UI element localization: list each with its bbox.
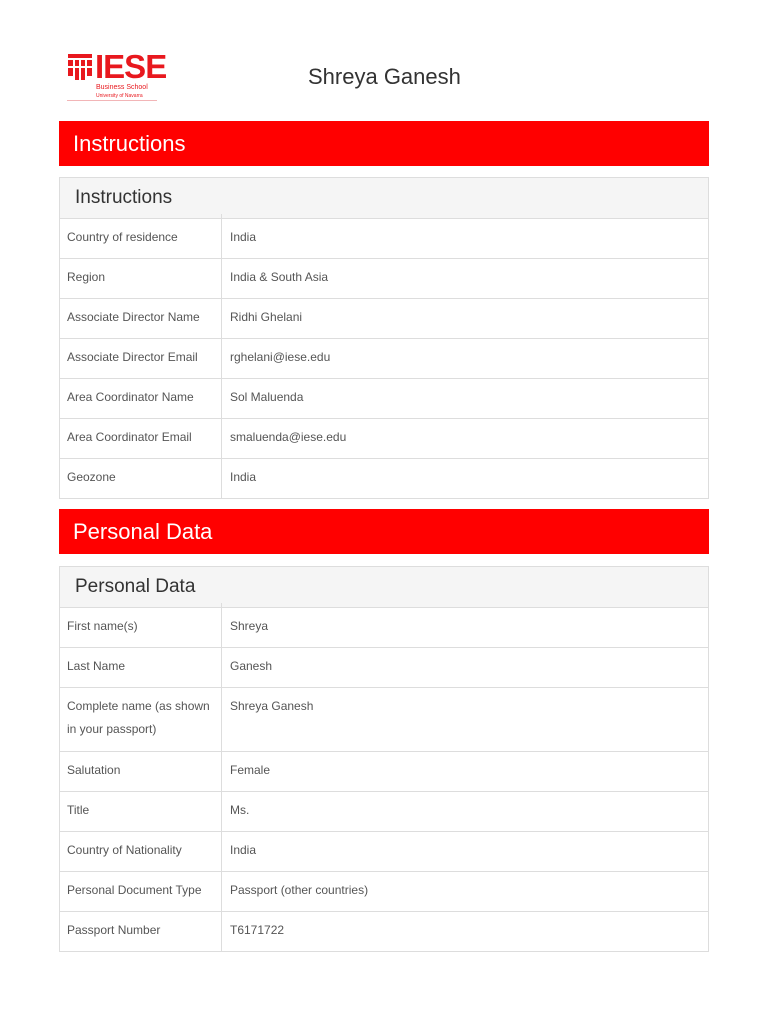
panel-instructions (59, 177, 709, 499)
logo-university: University of Navarra (96, 93, 143, 99)
logo-subtitle: Business School (96, 84, 148, 91)
panel-personal-data (59, 566, 709, 952)
field-value: Ms. (230, 803, 250, 817)
section-bar-personal-data: Personal Data (59, 509, 709, 554)
table-row (60, 752, 708, 792)
field-value: Passport (other countries) (230, 883, 369, 897)
table-row (60, 912, 708, 951)
panel-title: Personal Data (60, 567, 708, 608)
table-row (60, 608, 708, 648)
field-label: Salutation (60, 747, 222, 791)
applicant-name: Shreya Ganesh (308, 64, 461, 89)
field-label: Geozone (60, 454, 222, 498)
table-row (60, 419, 708, 459)
panel-title: Instructions (60, 178, 708, 219)
field-value: Sol Maluenda (230, 390, 304, 404)
field-value: Shreya Ganesh (230, 699, 314, 713)
field-value: India (230, 470, 257, 484)
iese-crest-icon (67, 52, 93, 84)
field-value: Ganesh (230, 659, 273, 673)
page-header (0, 0, 768, 115)
field-label: Area Coordinator Email (60, 414, 222, 458)
field-value: India (230, 230, 257, 244)
field-value: Ridhi Ghelani (230, 310, 303, 324)
table-row (60, 648, 708, 688)
field-label: First name(s) (60, 603, 222, 647)
field-value: Female (230, 763, 271, 777)
field-label: Personal Document Type (60, 867, 222, 911)
iese-logo (67, 48, 167, 104)
field-label: Title (60, 787, 222, 831)
field-label: Country of residence (60, 214, 222, 258)
table-row (60, 872, 708, 912)
field-value: T6171722 (230, 923, 285, 937)
table-row (60, 219, 708, 259)
field-value: India & South Asia (230, 270, 329, 284)
logo-underline (67, 100, 157, 101)
field-label: Complete name (as shown in your passport) (60, 683, 222, 751)
field-label: Passport Number (60, 907, 222, 951)
table-row (60, 259, 708, 299)
field-label: Area Coordinator Name (60, 374, 222, 418)
logo-wordmark: IESE (95, 48, 167, 85)
field-label: Region (60, 254, 222, 298)
table-row (60, 339, 708, 379)
table-row (60, 688, 708, 752)
field-value: Shreya (230, 619, 269, 633)
section-bar-instructions: Instructions (59, 121, 709, 166)
table-row (60, 299, 708, 339)
field-label: Country of Nationality (60, 827, 222, 871)
table-row (60, 792, 708, 832)
field-value: rghelani@iese.edu (230, 350, 331, 364)
table-row (60, 832, 708, 872)
field-value: smaluenda@iese.edu (230, 430, 347, 444)
field-label: Associate Director Email (60, 334, 222, 378)
table-row (60, 459, 708, 498)
field-value: India (230, 843, 257, 857)
field-label: Last Name (60, 643, 222, 687)
table-row (60, 379, 708, 419)
field-label: Associate Director Name (60, 294, 222, 338)
